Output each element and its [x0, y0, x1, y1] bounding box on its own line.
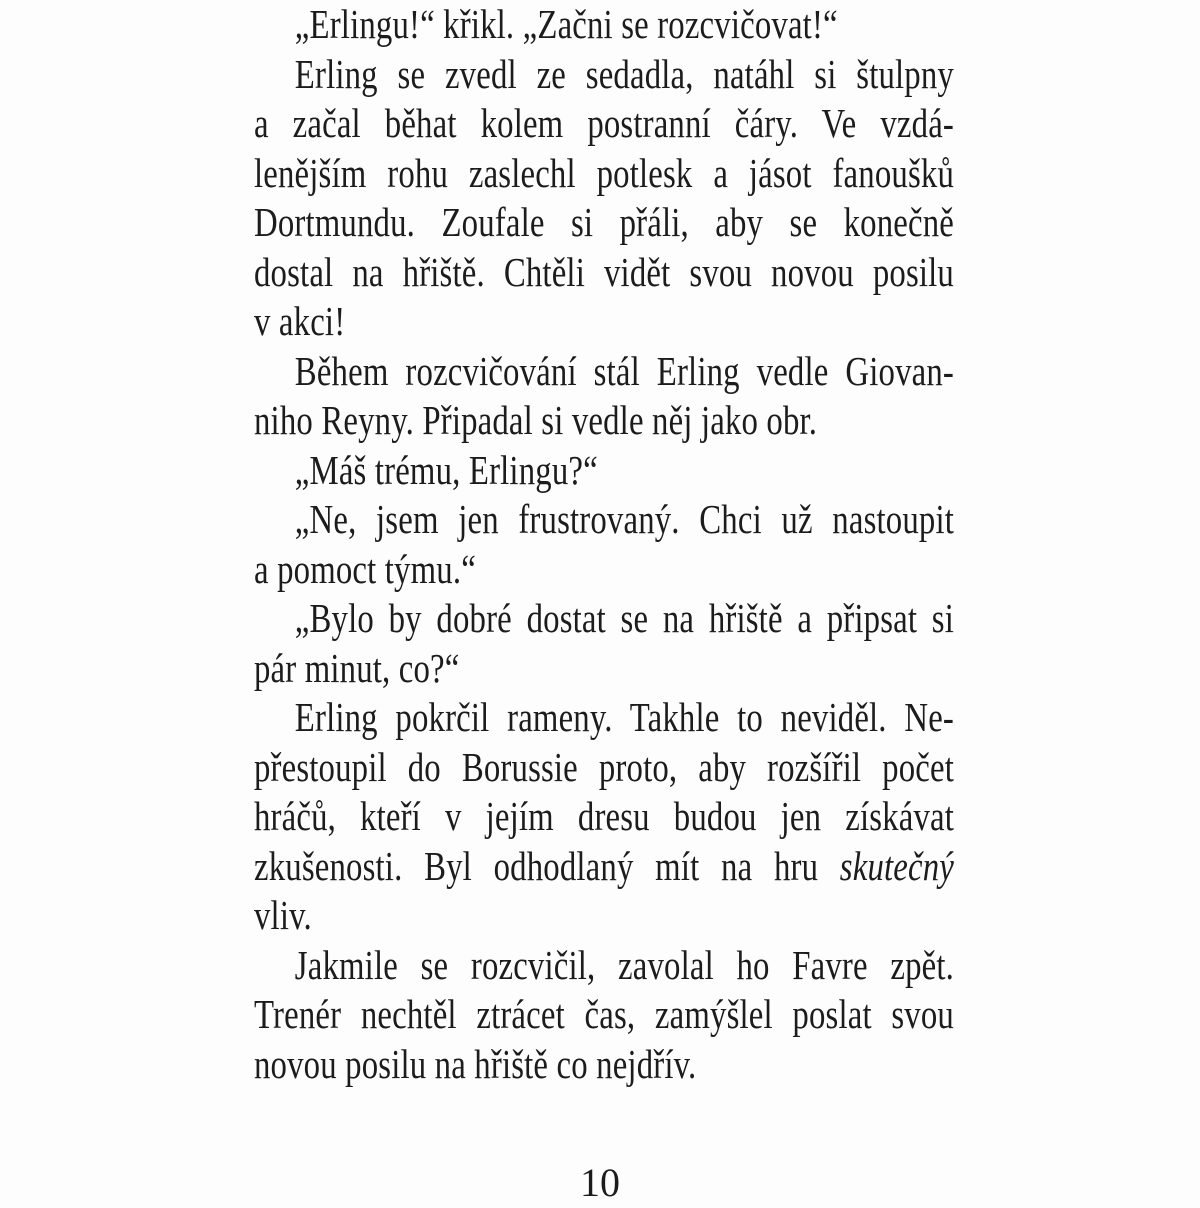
text-segment: „Máš trému, Erlingu?“ [294, 446, 598, 493]
text-line [254, 248, 954, 298]
text-segment: hráčů, kteří v jejím dresu budou jen získávat [254, 793, 954, 839]
text-line [254, 792, 954, 842]
text-line [254, 743, 954, 793]
text-line [254, 594, 954, 644]
text-segment: a začal běhat kolem postranní čáry. Ve vzdá- [254, 100, 954, 146]
text-line [254, 297, 954, 347]
text-segment: pár minut, co?“ [254, 644, 460, 691]
text-segment: Erling se zvedl ze sedadla, natáhl si štulpny [294, 50, 954, 97]
text-line [254, 149, 954, 199]
text-segment: Dortmundu. Zoufale si přáli, aby se konečně [254, 199, 954, 245]
text-line [254, 644, 954, 694]
text-segment: zkušenosti. Byl odhodlaný mít na hru [254, 842, 840, 889]
text-segment: Během rozcvičování stál Erling vedle Giovan- [294, 347, 954, 394]
text-line [254, 50, 954, 100]
text-line [254, 0, 954, 50]
text-segment: a pomoct týmu.“ [254, 545, 476, 592]
text-line [254, 446, 954, 496]
text-segment: dostal na hřiště. Chtěli vidět svou novou posilu [254, 248, 954, 295]
text-block [254, 0, 954, 1089]
text-segment: „Erlingu!“ křikl. „Začni se rozcvičovat!“ [294, 1, 838, 47]
text-segment: přestoupil do Borussie proto, aby rozšířil počet [254, 743, 954, 790]
text-line [254, 842, 954, 892]
text-segment: niho Reyny. Připadal si vedle něj jako obr. [254, 397, 818, 443]
text-line [254, 693, 954, 743]
text-segment: Erling pokrčil rameny. Takhle to neviděl. Ne- [294, 694, 954, 740]
text-segment: „Bylo by dobré dostat se na hřiště a připsat si [294, 595, 954, 641]
text-line [254, 347, 954, 397]
text-segment-italic: skutečný [839, 842, 954, 889]
text-line [254, 941, 954, 991]
text-line [254, 495, 954, 545]
text-line [254, 396, 954, 446]
page-number: 10 [580, 1160, 620, 1205]
text-line [254, 990, 954, 1040]
text-segment: lenějším rohu zaslechl potlesk a jásot fanoušků [254, 149, 954, 196]
text-segment: „Ne, jsem jen frustrovaný. Chci už nastoupit [294, 496, 954, 542]
text-segment: v akci! [254, 298, 346, 344]
text-line [254, 198, 954, 248]
text-segment: novou posilu na hřiště co nejdřív. [254, 1040, 697, 1087]
text-line [254, 545, 954, 595]
text-line [254, 1040, 954, 1090]
text-segment: Jakmile se rozcvičil, zavolal ho Favre zpět. [294, 941, 954, 988]
text-line [254, 99, 954, 149]
text-line [254, 891, 954, 941]
text-segment: Trenér nechtěl ztrácet čas, zamýšlel poslat svou [254, 991, 954, 1037]
text-segment: vliv. [254, 892, 312, 938]
